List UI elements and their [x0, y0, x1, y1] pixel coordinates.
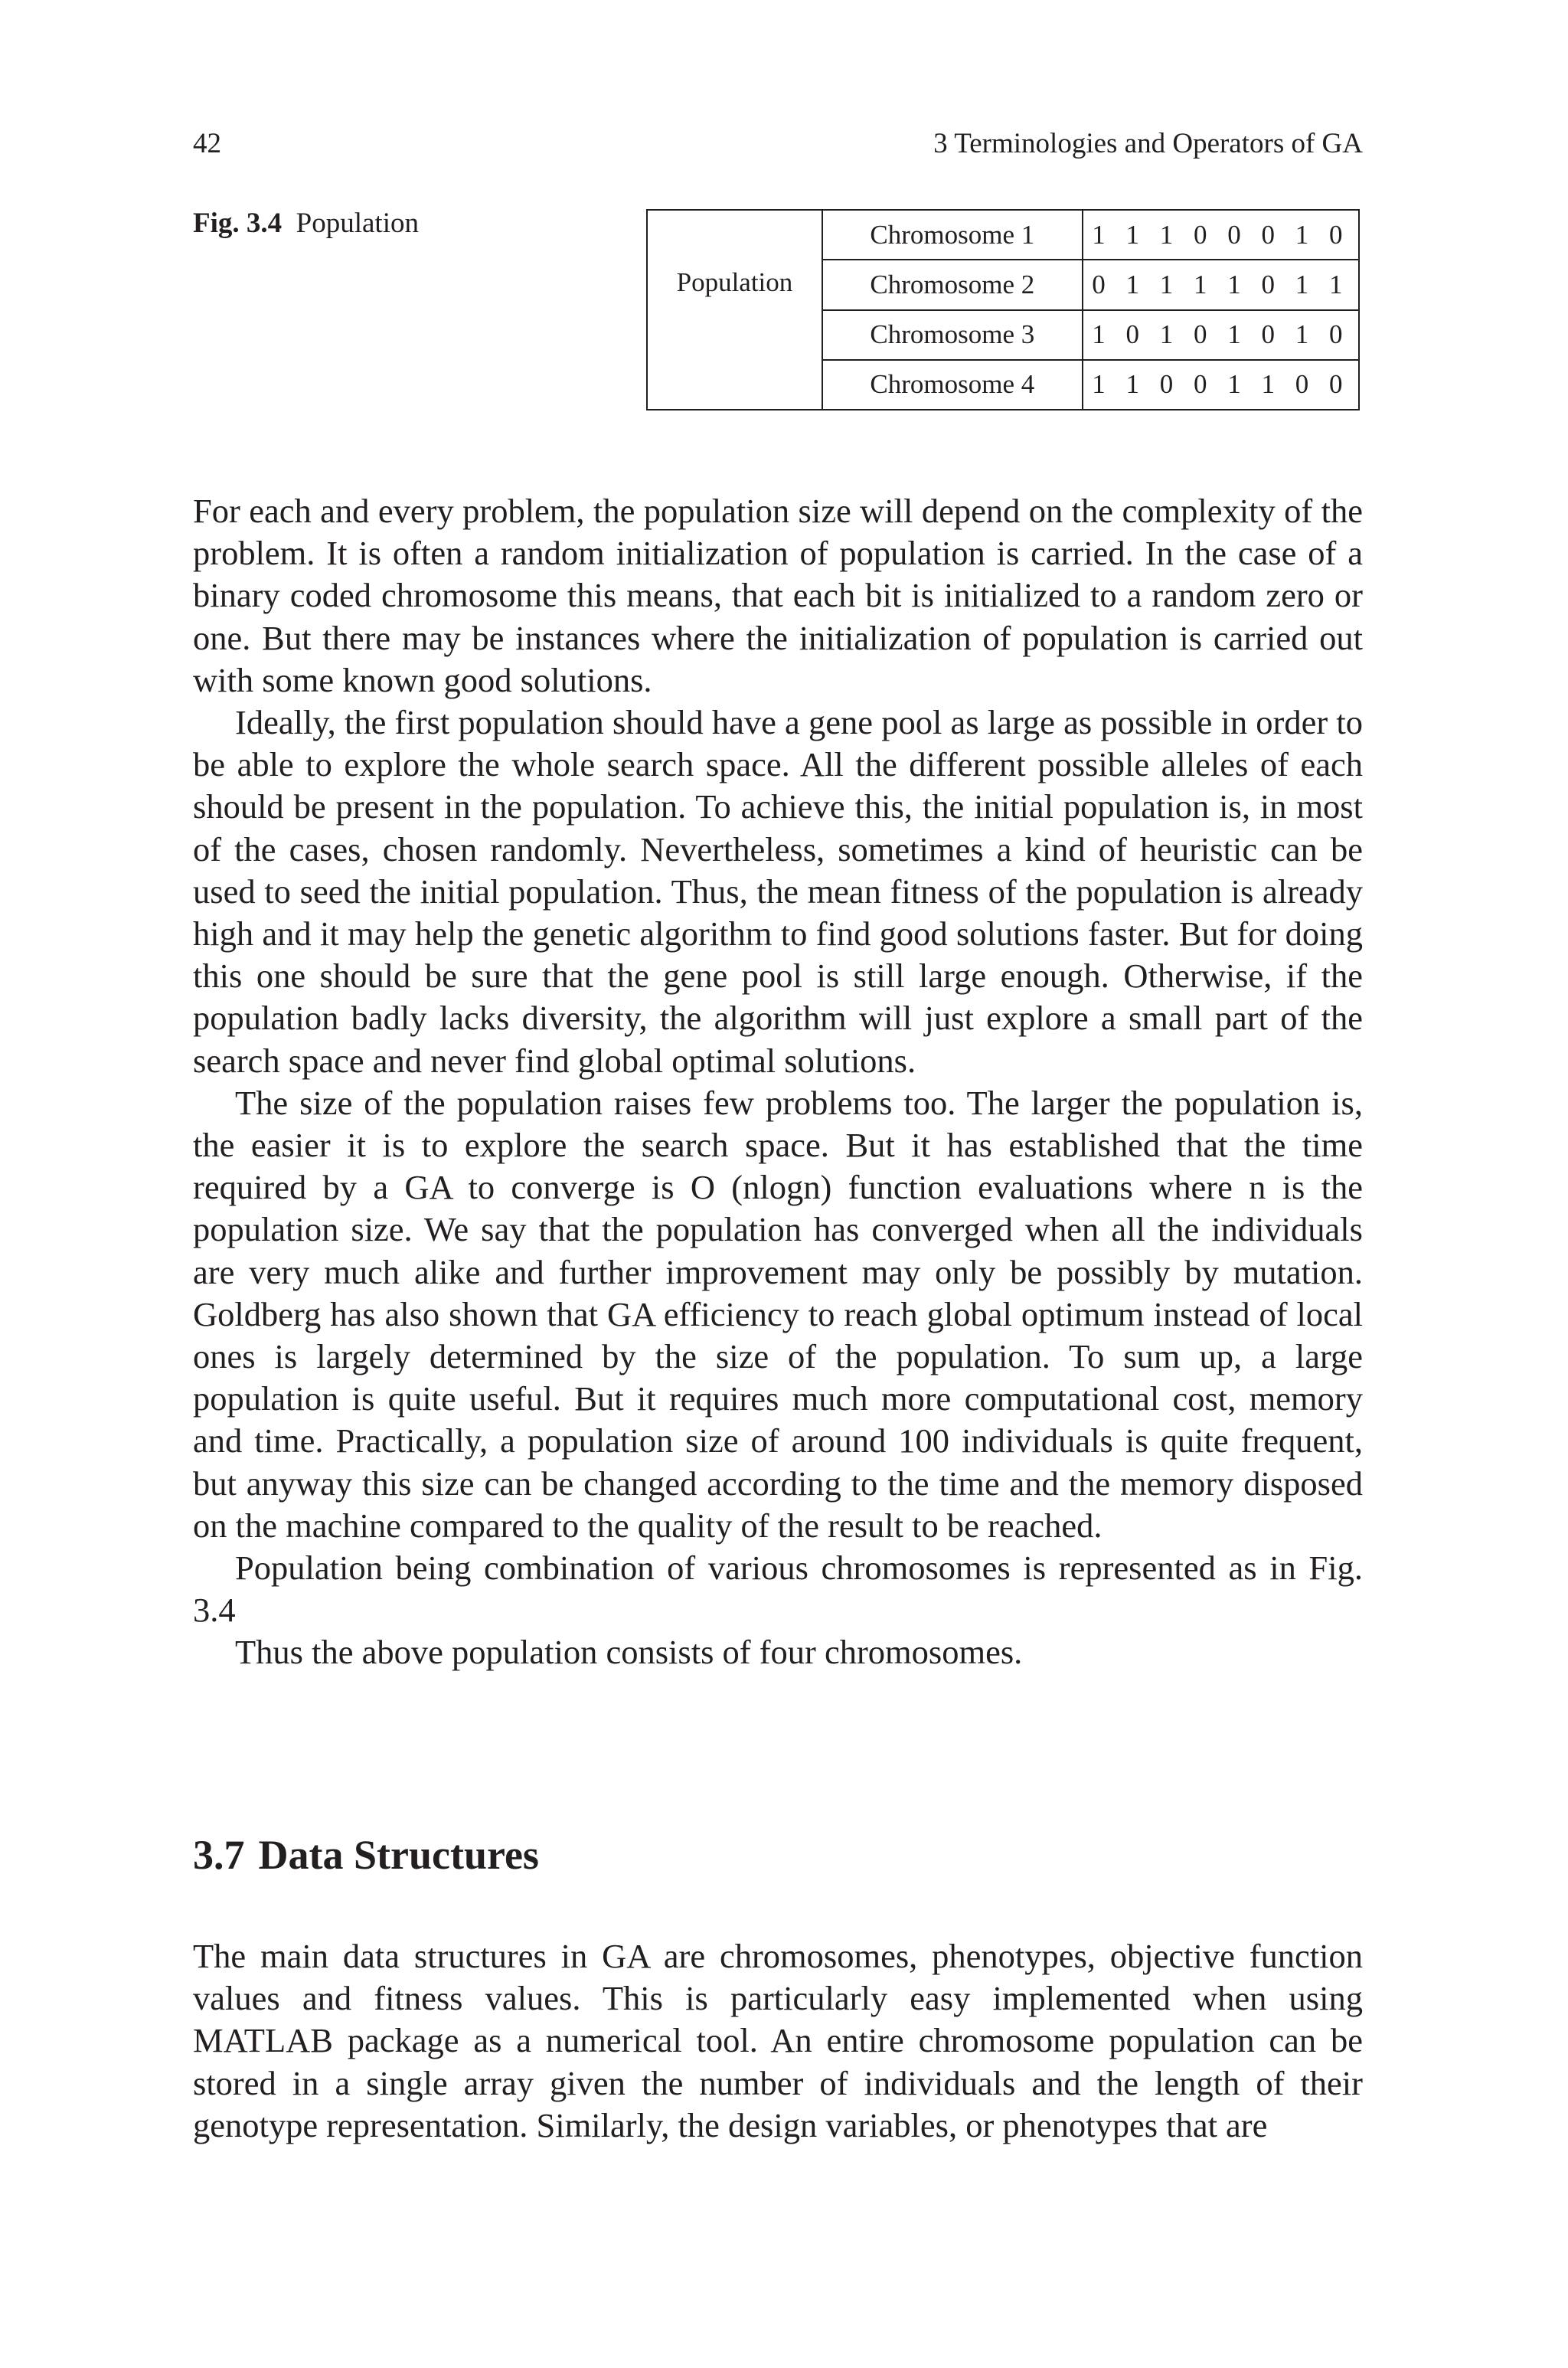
- section-heading: [193, 1830, 539, 1879]
- paragraph: The main data structures in GA are chromosomes, phenotypes, objective function values and fitness values. This is particularly easy implemented when using MATLAB package as a numerical tool. An entire chromosome population can be stored in a single array given the number of individuals and the length of their genotype representation. Similarly, the design variables, or phenotypes that are: [193, 1937, 1363, 2144]
- running-head: [193, 127, 1363, 161]
- chromosome-name: Chromosome 4: [822, 360, 1083, 410]
- paragraph: Thus the above population consists of four chromosomes.: [235, 1633, 1023, 1672]
- chromosome-name: Chromosome 2: [822, 260, 1083, 309]
- body-text: [193, 490, 1363, 1674]
- population-group-label: Population: [647, 210, 822, 410]
- figure-label: Fig. 3.4: [193, 208, 283, 239]
- section-body: [193, 1935, 1363, 2147]
- chromosome-name: Chromosome 3: [822, 310, 1083, 360]
- page-number: 42: [193, 128, 221, 159]
- chromosome-name: Chromosome 1: [822, 210, 1083, 260]
- figure-caption: [193, 207, 419, 240]
- paragraph: For each and every problem, the population size will depend on the complexity of the problem. It is often a random initialization of population is carried. In the case of a binary coded chromosome this means, that each bit is initialized to a random zero or one. But there may be instances where the initialization of population is carried out with some known good solutions.: [193, 492, 1363, 699]
- population-table: [646, 209, 1360, 410]
- paragraph: Population being combination of various chromosomes is represented as in Fig. 3.4: [193, 1549, 1363, 1630]
- chromosome-bits: 0 1 1 1 1 0 1 1: [1083, 260, 1359, 309]
- section-title-text: Data Structures: [258, 1832, 539, 1878]
- paragraph: Ideally, the first population should have a gene pool as large as possible in order to be able to explore the whole search space. All the different possible alleles of each should be present in the population. To achieve this, the initial population is, in most of the cases, chosen randomly. Nevertheless, sometimes a kind of heuristic can be used to seed the initial population. Thus, the mean fitness of the population is already high and it may help the genetic algorithm to find good solutions faster. But for doing this one should be sure that the gene pool is still large enough. Otherwise, if the population badly lacks diversity, the algorithm will just explore a small part of the search space and never find global optimal solutions.: [193, 703, 1363, 1080]
- table-row: [647, 210, 1359, 260]
- paragraph: The size of the population raises few problems too. The larger the population is, the easier it is to explore the search space. But it has established that the time required by a GA to converge is O (nlogn) function evaluations where n is the population size. We say that the population has converged when all the individuals are very much alike and further improvement may only be possibly by mutation. Goldberg has also shown that GA efficiency to reach global optimum instead of local ones is largely determined by the size of the population. To sum up, a large population is quite useful. But it requires much more computational cost, memory and time. Practically, a population size of around 100 individuals is quite frequent, but anyway this size can be changed according to the time and the memory disposed on the machine compared to the quality of the result to be reached.: [193, 1083, 1363, 1545]
- chapter-title: 3 Terminologies and Operators of GA: [933, 128, 1363, 159]
- chromosome-bits: 1 0 1 0 1 0 1 0: [1083, 310, 1359, 360]
- chromosome-bits: 1 1 1 0 0 0 1 0: [1083, 210, 1359, 260]
- figure-caption-text: Population: [296, 208, 419, 239]
- chromosome-bits: 1 1 0 0 1 1 0 0: [1083, 360, 1359, 410]
- section-number: 3.7: [193, 1832, 245, 1878]
